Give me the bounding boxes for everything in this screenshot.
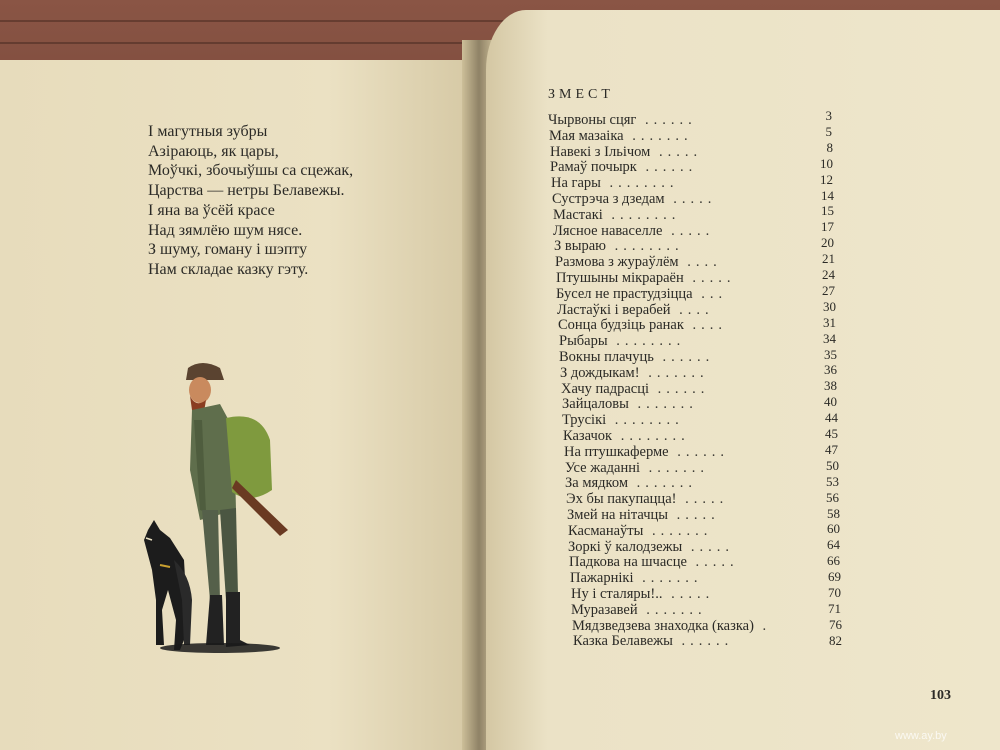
poem-line: З шуму, гоману і шэпту [148, 241, 308, 258]
toc-entry-title: Мая мазаіка [549, 127, 624, 144]
toc-entry-page: 50 [826, 457, 839, 473]
toc-entry-title: Ну і сталяры!.. [571, 586, 663, 602]
toc-entry [557, 302, 714, 319]
toc-entry [559, 333, 685, 350]
toc-leader-dots: ....... [628, 475, 698, 492]
toc-entry-page: 76 [829, 616, 842, 632]
toc-leader-dots: ........ [602, 206, 681, 223]
toc-entry-page: 5 [825, 123, 832, 139]
toc-leader-dots: ... [692, 285, 728, 302]
toc-leader-dots: .... [678, 254, 722, 271]
toc-entry-title: Лясное наваселле [553, 222, 663, 239]
toc-entry [566, 491, 728, 508]
toc-entry-page: 36 [824, 362, 837, 378]
toc-leader-dots: ....... [623, 127, 693, 144]
toc-entry-title: Бусел не прастудзіцца [556, 285, 693, 302]
toc-entry-title: Птушыны мікрараён [556, 270, 684, 286]
toc-entry-title: Мастакі [553, 206, 603, 223]
toc-entry-page: 70 [828, 585, 841, 600]
toc-leader-dots: . [753, 617, 772, 634]
toc-entry [552, 191, 716, 208]
toc-entry-title: На птушкаферме [564, 443, 669, 460]
toc-entry-title: Навекі з Ільічом [550, 143, 651, 160]
toc-leader-dots: ..... [662, 222, 715, 239]
toc-entry-page: 35 [824, 346, 837, 362]
toc-leader-dots: ..... [664, 191, 717, 207]
toc-entry [554, 238, 684, 255]
toc-entry-page: 8 [826, 139, 833, 155]
toc-entry-title: Сустрэча з дзедам [552, 191, 665, 207]
toc-entry [555, 254, 722, 271]
toc-entry [568, 539, 734, 556]
toc-leader-dots: ........ [606, 238, 684, 255]
poem-line: І магутныя зубры [148, 123, 268, 140]
toc-entry [571, 586, 714, 603]
watermark: www.ay.by [895, 730, 947, 742]
toc-entry [565, 460, 709, 477]
toc-entry-page: 64 [827, 537, 840, 553]
poem-line: І яна ва ўсёй красе [148, 202, 275, 219]
toc-entry [550, 159, 697, 176]
toc-entry-title: Змей на нітачцы [567, 507, 669, 523]
toc-entry [553, 223, 714, 240]
toc-leader-dots: ..... [650, 143, 703, 160]
toc-leader-dots: ...... [636, 159, 698, 176]
poem-stanza-1 [148, 122, 448, 200]
toc-leader-dots: ..... [662, 586, 715, 602]
toc-entry-title: Пажарнікі [570, 570, 634, 587]
toc-entry-page: 3 [825, 108, 832, 123]
toc-leader-dots: ....... [637, 601, 707, 618]
toc-entry-title: Вокны плачуць [559, 349, 654, 365]
toc-leader-dots: ........ [612, 428, 690, 444]
toc-entry-title: Сонца будзіць ранак [558, 317, 684, 334]
toc-entry [563, 428, 690, 445]
toc-entry-page: 56 [826, 489, 839, 505]
toc-entry [573, 633, 733, 650]
toc-entry-title: Мядзведзева знаходка (казка) [572, 617, 754, 634]
toc-leader-dots: ...... [653, 349, 715, 365]
toc-entry-page: 34 [823, 330, 836, 346]
toc-entry-title: Зоркі ў калодзежы [568, 538, 683, 555]
toc-leader-dots: ........ [606, 412, 684, 429]
toc-entry [550, 144, 702, 161]
toc-entry-title: Трусікі [562, 412, 607, 429]
toc-entry-page: 69 [828, 569, 841, 585]
toc-leader-dots: ....... [633, 570, 703, 587]
toc-entry [548, 112, 697, 129]
toc-leader-dots: ...... [668, 443, 729, 460]
toc-entry [564, 444, 729, 461]
toc-entry-title: Казка Белавежы [573, 633, 673, 650]
toc-entry-page: 60 [827, 521, 840, 537]
poem-line: Моўчкі, збочыўшы са сцежак, [148, 162, 354, 179]
toc-entry [570, 570, 702, 587]
toc-entry [562, 396, 698, 413]
toc-entry-page: 30 [823, 298, 836, 314]
toc-entry [562, 412, 684, 429]
toc-leader-dots: .... [683, 317, 728, 334]
toc-entry [559, 349, 714, 366]
toc-entry [569, 554, 739, 571]
page-number: 103 [930, 688, 951, 703]
toc-entry-title: За мядком [565, 475, 629, 492]
toc-entry [567, 507, 720, 524]
poem-line: Царства — нетры Белавежы. [148, 181, 345, 199]
toc-entry-page: 12 [820, 171, 833, 187]
toc-entry [572, 618, 771, 635]
toc-entry-title: Чырвоны сцяг [548, 112, 637, 128]
toc-entry-title: Усе жаданні [565, 459, 641, 476]
poem-line: Азіраюць, як цары, [148, 142, 279, 160]
toc-leader-dots: ........ [600, 175, 679, 192]
toc-leader-dots: .... [670, 301, 714, 318]
toc-entry-page: 15 [821, 203, 834, 219]
toc-entry-page: 45 [825, 426, 838, 441]
toc-entry-page: 66 [827, 553, 840, 569]
toc-entry-title: Хачу падрасці [561, 380, 649, 397]
hunter-and-dog-illustration [140, 360, 290, 660]
toc-entry-title: Казачок [563, 428, 613, 444]
toc-entry-page: 31 [823, 314, 836, 330]
poem-line: Над зямлёю шум нясе. [148, 221, 303, 239]
toc-leader-dots: ...... [672, 633, 734, 650]
toc-entry-title: Падкова на шчасце [569, 554, 687, 571]
toc-entry-page: 40 [824, 394, 837, 410]
toc-entry-title: Муразавей [571, 601, 638, 618]
toc-entry-page: 58 [827, 505, 840, 521]
toc-entry [556, 286, 727, 303]
toc-entry-title: Размова з жураўлём [555, 254, 679, 271]
toc-entry-title: На гары [551, 175, 601, 192]
toc-entry-title: З выраю [554, 238, 606, 255]
toc-entry-page: 82 [829, 632, 842, 648]
toc-leader-dots: ...... [636, 112, 697, 128]
toc-entry-page: 14 [821, 187, 834, 203]
poem-line: Нам складае казку гэту. [148, 260, 309, 278]
toc-entry [549, 128, 693, 145]
toc-entry [553, 207, 680, 224]
toc-entry-page: 71 [828, 600, 841, 616]
toc-entry [571, 602, 707, 619]
toc-leader-dots: ..... [682, 538, 735, 555]
toc-leader-dots: ...... [648, 380, 710, 397]
toc-entry-page: 21 [822, 251, 835, 267]
toc-entry [556, 270, 735, 287]
toc-entry-title: З дождыкам! [560, 364, 640, 381]
toc-entry [551, 175, 679, 192]
toc-entry-page: 17 [821, 219, 834, 235]
toc-leader-dots: ....... [628, 396, 698, 413]
toc-leader-dots: ....... [640, 459, 710, 476]
toc-entry-title: Касманаўты [568, 522, 644, 539]
toc-entry-page: 47 [825, 441, 838, 457]
toc-entry-page: 27 [822, 282, 835, 298]
toc-leader-dots: ....... [643, 522, 713, 539]
toc-heading: ЗМЕСТ [548, 87, 614, 102]
toc-entry-title: Рыбары [559, 333, 608, 350]
toc-entry-title: Ластаўкі і верабей [557, 301, 671, 318]
toc-entry [558, 317, 727, 334]
toc-entry-page: 38 [824, 378, 837, 394]
toc-entry [561, 381, 709, 398]
toc-leader-dots: ..... [676, 491, 729, 508]
toc-entry-page: 44 [825, 410, 838, 426]
toc-entry-title: Эх бы пакупацца! [566, 491, 677, 508]
toc-entry [568, 523, 712, 540]
toc-entry-title: Зайцаловы [562, 396, 629, 413]
toc-entry-title: Рамаў почырк [550, 159, 637, 176]
toc-entry [560, 365, 709, 382]
toc-leader-dots: ........ [607, 333, 686, 350]
toc-leader-dots: ..... [683, 270, 736, 286]
toc-entry-page: 10 [820, 155, 833, 171]
toc-entry-page: 53 [826, 473, 839, 489]
toc-leader-dots: ....... [639, 364, 709, 381]
toc-entry-page: 24 [822, 267, 835, 282]
toc-leader-dots: ..... [668, 507, 720, 523]
poem-stanza-2 [148, 201, 448, 279]
toc-leader-dots: ..... [686, 554, 739, 571]
toc-entry [565, 475, 697, 492]
toc-entry-page: 20 [821, 235, 834, 251]
